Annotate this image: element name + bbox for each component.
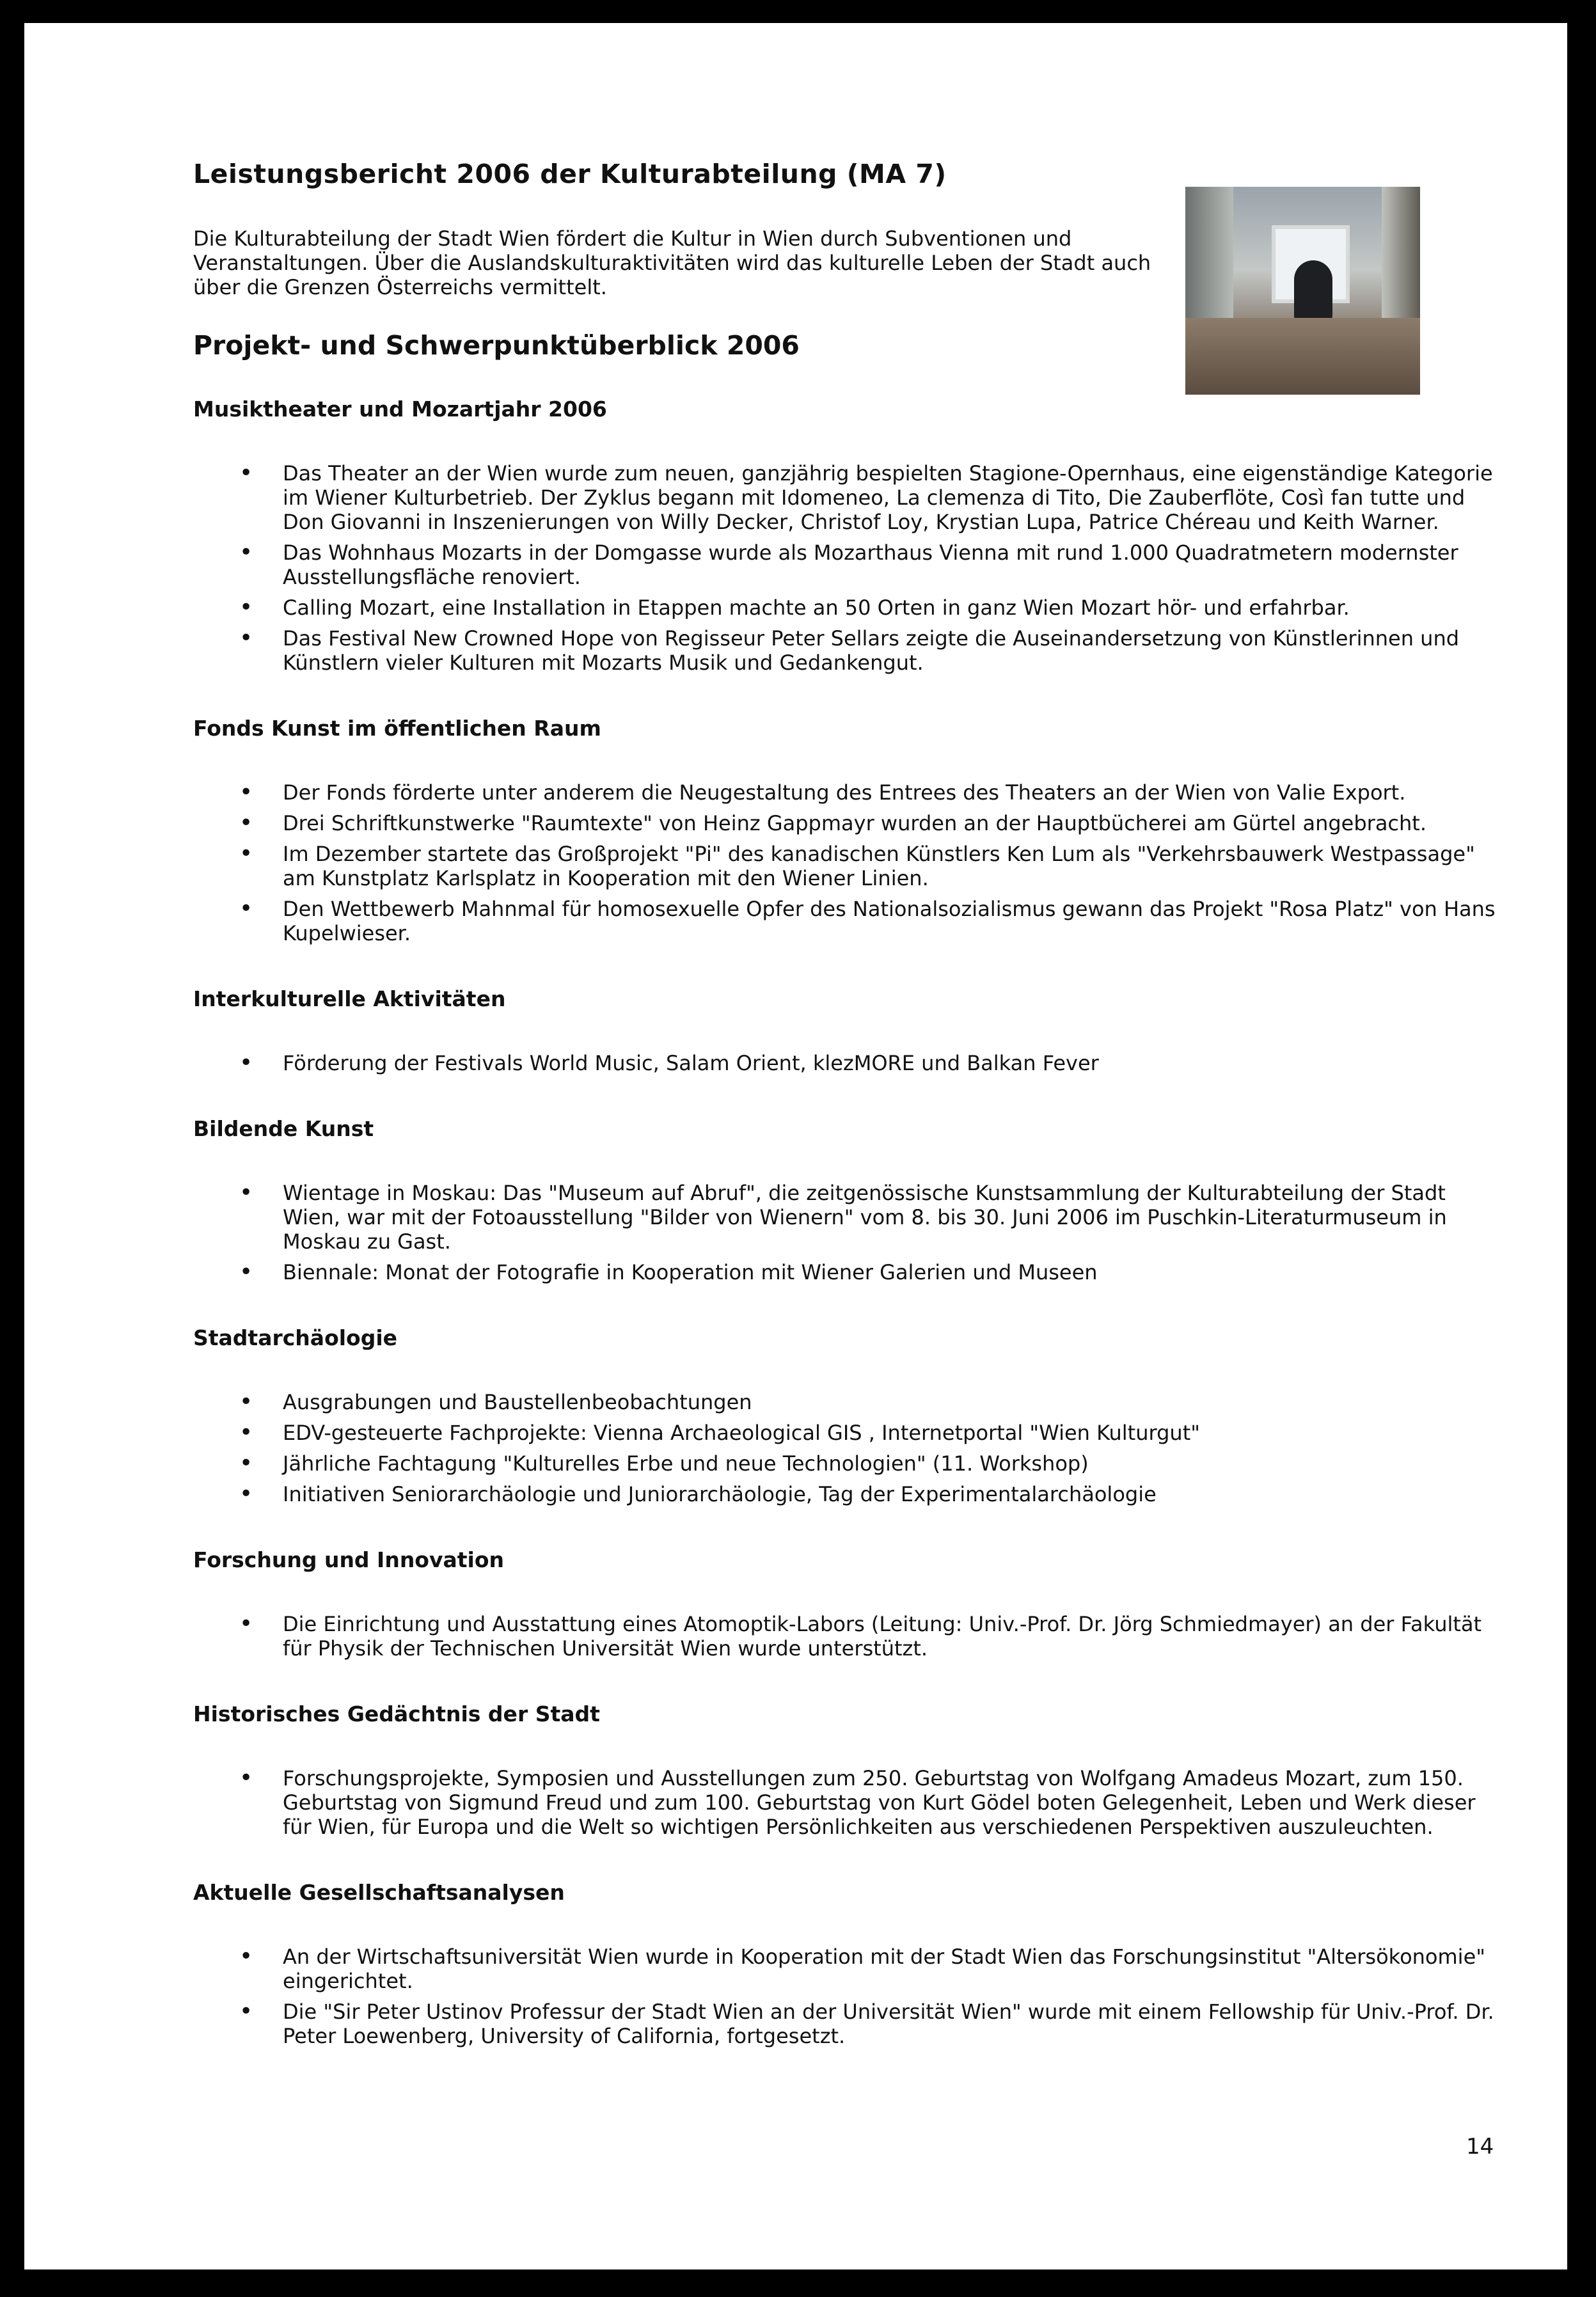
list-item: • Initiativen Seniorarchäologie und Juniorarchäologie, Tag der Experimentalarchäologie bbox=[283, 1482, 1498, 1506]
section-heading: Interkulturelle Aktivitäten bbox=[193, 986, 506, 1011]
document-body bbox=[193, 128, 1498, 2089]
bullet-list bbox=[193, 1051, 1498, 1075]
bullet-list bbox=[193, 1945, 1498, 2048]
list-item: • EDV-gesteuerte Fachprojekte: Vienna Archaeological GIS , Internetportal "Wien Kulturgut" bbox=[283, 1421, 1498, 1445]
list-item: • Calling Mozart, eine Installation in Etappen machte an 50 Orten in ganz Wien Mozart hör- und erfahrbar. bbox=[283, 596, 1498, 620]
section-heading: Forschung und Innovation bbox=[193, 1547, 505, 1572]
list-item: • Drei Schriftkunstwerke "Raumtexte" von Heinz Gappmayr wurden an der Hauptbücherei am Gürtel angebracht. bbox=[283, 811, 1498, 835]
bullet-list bbox=[193, 1390, 1498, 1506]
list-item: • Forschungsprojekte, Symposien und Ausstellungen zum 250. Geburtstag von Wolfgang Amadeus Mozart, zum 150. Geburtstag von Sigmund Freud und zum 100. Geburtstag von Kurt Gödel boten Gelegenheit, Leben und Werk dieser für Wien, für Europa und die Welt so wichtigen Persönlichkeiten aus verschiedenen Perspektiven auszuleuchten. bbox=[283, 1766, 1498, 1839]
list-item: • Das Festival New Crowned Hope von Regisseur Peter Sellars zeigte die Auseinandersetzung von Künstlerinnen und Künstlern vieler Kulturen mit Mozarts Musik und Gedankengut. bbox=[283, 626, 1498, 675]
page-number: 14 bbox=[1466, 2134, 1494, 2159]
overview-heading: Projekt- und Schwerpunktüberblick 2006 bbox=[193, 330, 800, 361]
list-item: • Förderung der Festivals World Music, Salam Orient, klezMORE und Balkan Fever bbox=[283, 1051, 1498, 1075]
bullet-list bbox=[193, 461, 1498, 675]
document-page bbox=[24, 23, 1567, 2269]
list-item: • Die "Sir Peter Ustinov Professur der Stadt Wien an der Universität Wien" wurde mit einem Fellowship für Univ.-Prof. Dr. Peter Loewenberg, University of California, fortgesetzt. bbox=[283, 2000, 1498, 2048]
list-item: • Wientage in Moskau: Das "Museum auf Abruf", die zeitgenössische Kunstsammlung der Kulturabteilung der Stadt Wien, war mit der Fotoausstellung "Bilder von Wienern" vom 8. bis 30. Juni 2006 im Puschkin-Literaturmuseum in Moskau zu Gast. bbox=[283, 1181, 1498, 1254]
intro-paragraph: Die Kulturabteilung der Stadt Wien fördert die Kultur in Wien durch Subventionen und Veranstaltungen. Über die Auslandskulturaktivitäten wird das kulturelle Leben der Stadt auch über die Grenzen Österreichs vermittelt. bbox=[193, 226, 1151, 299]
list-item: • Im Dezember startete das Großprojekt "Pi" des kanadischen Künstlers Ken Lum als "Verkehrsbauwerk Westpassage" am Kunstplatz Karlsplatz in Kooperation mit den Wiener Linien. bbox=[283, 842, 1498, 890]
section-heading: Fonds Kunst im öffentlichen Raum bbox=[193, 716, 601, 741]
list-item: • Der Fonds förderte unter anderem die Neugestaltung des Entrees des Theaters an der Wien von Valie Export. bbox=[283, 780, 1498, 805]
bullet-list bbox=[193, 780, 1498, 945]
sections-container bbox=[193, 397, 1498, 2048]
section-heading: Musiktheater und Mozartjahr 2006 bbox=[193, 397, 607, 422]
list-item: • Biennale: Monat der Fotografie in Kooperation mit Wiener Galerien und Museen bbox=[283, 1260, 1498, 1284]
section-heading: Historisches Gedächtnis der Stadt bbox=[193, 1701, 600, 1726]
list-item: • Jährliche Fachtagung "Kulturelles Erbe und neue Technologien" (11. Workshop) bbox=[283, 1451, 1498, 1476]
section-heading: Stadtarchäologie bbox=[193, 1325, 398, 1350]
bullet-list bbox=[193, 1766, 1498, 1839]
section-heading: Aktuelle Gesellschaftsanalysen bbox=[193, 1880, 565, 1905]
list-item: • Das Theater an der Wien wurde zum neuen, ganzjährig bespielten Stagione-Opernhaus, eine eigenständige Kategorie im Wiener Kulturbetrieb. Der Zyklus begann mit Idomeneo, La clemenza di Tito, Die Zauberflöte, Così fan tutte und Don Giovanni in Inszenierungen von Willy Decker, Christof Loy, Krystian Lupa, Patrice Chéreau und Keith Warner. bbox=[283, 461, 1498, 534]
list-item: • Ausgrabungen und Baustellenbeobachtungen bbox=[283, 1390, 1498, 1414]
list-item: • Das Wohnhaus Mozarts in der Domgasse wurde als Mozarthaus Vienna mit rund 1.000 Quadratmetern modernster Ausstellungsfläche renoviert. bbox=[283, 541, 1498, 589]
list-item: • Den Wettbewerb Mahnmal für homosexuelle Opfer des Nationalsozialismus gewann das Projekt "Rosa Platz" von Hans Kupelwieser. bbox=[283, 897, 1498, 945]
list-item: • An der Wirtschaftsuniversität Wien wurde in Kooperation mit der Stadt Wien das Forschungsinstitut "Altersökonomie" eingerichtet. bbox=[283, 1945, 1498, 1993]
bullet-list bbox=[193, 1181, 1498, 1284]
list-item: • Die Einrichtung und Ausstattung eines Atomoptik-Labors (Leitung: Univ.-Prof. Dr. Jörg Schmiedmayer) an der Fakultät für Physik der Technischen Universität Wien wurde unterstützt. bbox=[283, 1612, 1498, 1661]
bullet-list bbox=[193, 1612, 1498, 1661]
section-heading: Bildende Kunst bbox=[193, 1116, 374, 1141]
page-title: Leistungsbericht 2006 der Kulturabteilung (MA 7) bbox=[193, 159, 947, 189]
